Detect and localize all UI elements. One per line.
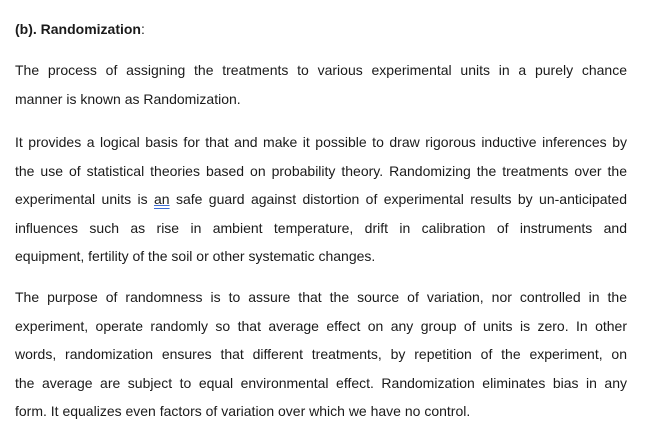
paragraph-line: influences such as rise in ambient temperature, drift in calibration of instruments and	[15, 219, 627, 236]
line-segment: safe guard against distortion of experimental results by un-anticipated	[169, 191, 627, 208]
paragraph-line: the use of statistical theories based on probability theory. Randomizing the treatments over the	[15, 162, 627, 179]
paragraph-line: manner is known as Randomization.	[15, 90, 241, 107]
paragraph-line: experiment, operate randomly so that average effect on any group of units is zero. In other	[15, 317, 627, 334]
paragraph-line: The purpose of randomness is to assure that the source of variation, nor controlled in the	[15, 289, 627, 305]
paragraph-line: equipment, fertility of the soil or other systematic changes.	[15, 248, 376, 265]
paragraph-definition	[15, 56, 627, 113]
paragraph-line: words, randomization ensures that different treatments, by repetition of the experiment, on	[15, 346, 627, 363]
paragraph-basis	[15, 128, 627, 271]
line-segment: experimental units is	[15, 191, 154, 208]
section-heading	[15, 19, 145, 39]
heading-label: (b). Randomization	[15, 21, 141, 37]
grammar-flagged-word[interactable]: an	[153, 191, 170, 208]
heading-colon: :	[141, 21, 145, 37]
paragraph-line: the average are subject to equal environmental effect. Randomization eliminates bias in any	[15, 374, 627, 391]
paragraph-purpose	[15, 283, 627, 426]
paragraph-line: It provides a logical basis for that and make it possible to draw rigorous inductive inferences by	[15, 134, 627, 150]
paragraph-line-with-flagged-word	[15, 185, 627, 214]
paragraph-line: form. It equalizes even factors of variation over which we have no control.	[15, 403, 471, 420]
paragraph-line: The process of assigning the treatments to various experimental units in a purely chance	[15, 62, 627, 78]
